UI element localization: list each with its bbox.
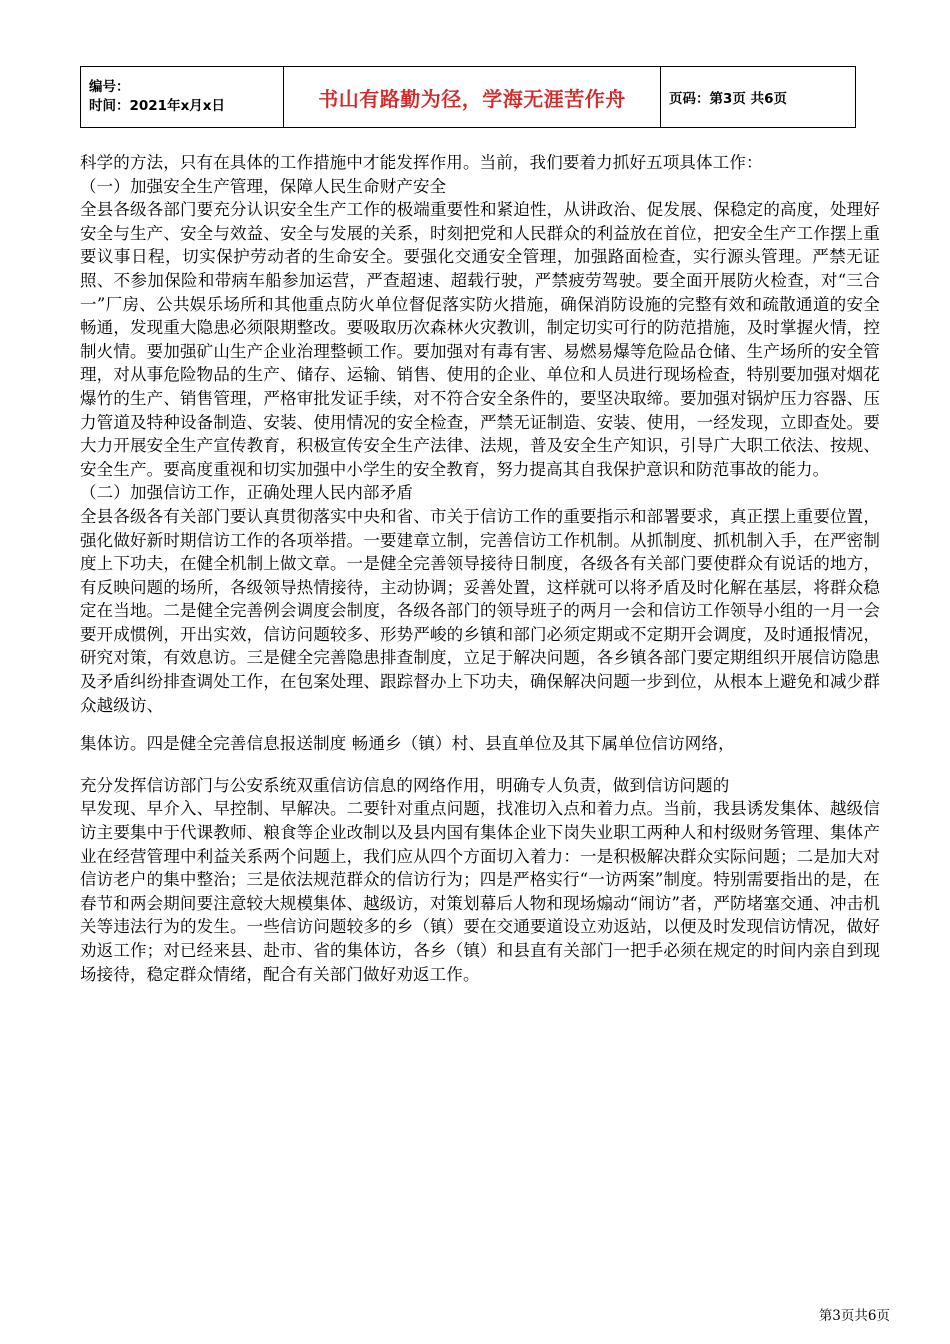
- body-paragraph: 集体访。四是健全完善信息报送制度 畅通乡（镇）村、县直单位及其下属单位信访网络，: [80, 734, 735, 754]
- body-paragraph: 科学的方法，只有在具体的工作措施中才能发挥作用。当前，我们要着力抓好五项具体工作：: [80, 153, 763, 172]
- document-date-label: 时间：2021年x月x日: [89, 98, 225, 114]
- document-header: [80, 66, 856, 128]
- document-body: [80, 151, 880, 986]
- header-page-label: 页码：第3页 共6页: [661, 67, 856, 128]
- page-footer: 第3页共6页: [818, 1308, 890, 1324]
- section-heading: （二）加强信访工作，正确处理人民内部矛盾: [80, 483, 413, 503]
- body-paragraph: 全县各级各有关部门要认真贯彻落实中央和省、市关于信访工作的重要指示和部署要求，真正摆上重要位置，强化做好新时期信访工作的各项举措。一要建章立制，完善信访工作机制。从抓制度、抓机制入手，在严密制度上下功夫，在健全机制上做文章。一是健全完善领导接待日制度，各级各有关部门要使群众有说话的地方，有反映问题的场所，各级领导热情接待，主动协调；妥善处置，这样就可以将矛盾及时化解在基层，将群众稳定在当地。二是健全完善例会调度会制度，各级各部门的领导班子的两月一会和信访工作领导小组的一月一会要开成惯例，开出实效，信访问题较多、形势严峻的乡镇和部门必须定期或不定期开会调度，及时通报情况，研究对策，有效息访。三是健全完善隐患排查制度，立足于解决问题，各乡镇各部门要定期组织开展信访隐患及矛盾纠纷排查调处工作，在包案处理、跟踪督办上下功夫，确保解决问题一步到位，从根本上避免和减少群众越级访、: [80, 506, 880, 715]
- body-paragraph: 全县各级各部门要充分认识安全生产工作的极端重要性和紧迫性，从讲政治、促发展、保稳定的高度，处理好安全与生产、安全与效益、安全与发展的关系，时刻把党和人民群众的利益放在首位，把安全生产工作摆上重要议事日程，切实保护劳动者的生命安全。要强化交通安全管理，加强路面检查，实行源头管理。严禁无证照、不参加保险和带病车船参加运营，严查超速、超载行驶，严禁疲劳驾驶。要全面开展防火检查，对“三合一”厂房、公共娱乐场所和其他重点防火单位督促落实防火措施，确保消防设施的完整有效和疏散通道的安全畅通，发现重大隐患必须限期整改。要吸取历次森林火灾教训，制定切实可行的防范措施，及时掌握火情，控制火情。要加强矿山生产企业治理整顿工作。要加强对有毒有害、易燃易爆等危险品仓储、生产场所的安全管理，对从事危险物品的生产、储存、运输、销售、使用的企业、单位和人员进行现场检查，特别要加强对烟花爆竹的生产、销售管理，严格审批发证手续，对不符合安全条件的，要坚决取缔。要加强对锅炉压力容器、压力管道及特种设备制造、安装、使用情况的安全检查，严禁无证制造、安装、使用，一经发现，立即查处。要大力开展安全生产宣传教育，积极宣传安全生产法律、法规，普及安全生产知识，引导广大职工依法、按规、安全生产。要高度重视和切实加强中小学生的安全教育，努力提高其自我保护意识和防范事故的能力。: [80, 200, 880, 479]
- document-number-label: 编号：: [89, 79, 130, 95]
- section-heading: （一）加强安全生产管理，保障人民生命财产安全: [80, 176, 447, 196]
- header-meta: [81, 67, 284, 128]
- body-paragraph: 早发现、早介入、早控制、早解决。二要针对重点问题，找准切入点和着力点。当前，我县诱发集体、越级信访主要集中于代课教师、粮食等企业改制以及县内国有集体企业下岗失业职工两种人和村级财务管理、集体产业在经营管理中利益关系两个问题上，我们应从四个方面切入着力：一是积极解决群众实际问题；二是加大对信访老户的集中整治；三是依法规范群众的信访行为；四是严格实行“一访两案”制度。特别需要指出的是，在春节和两会期间要注意较大规模集体、越级访，对策划幕后人物和现场煽动“闹访”者，严防堵塞交通、冲击机关等违法行为的发生。一些信访问题较多的乡（镇）要在交通要道设立劝返站，以便及时发现信访情况，做好劝返工作；对已经来县、赴市、省的集体访，各乡（镇）和县直有关部门一把手必须在规定的时间内亲自到现场接待，稳定群众情绪，配合有关部门做好劝返工作。: [80, 799, 880, 984]
- header-motto: 书山有路勤为径，学海无涯苦作舟: [284, 67, 661, 128]
- body-paragraph: 充分发挥信访部门与公安系统双重信访信息的网络作用，明确专人负责，做到信访问题的: [80, 775, 730, 795]
